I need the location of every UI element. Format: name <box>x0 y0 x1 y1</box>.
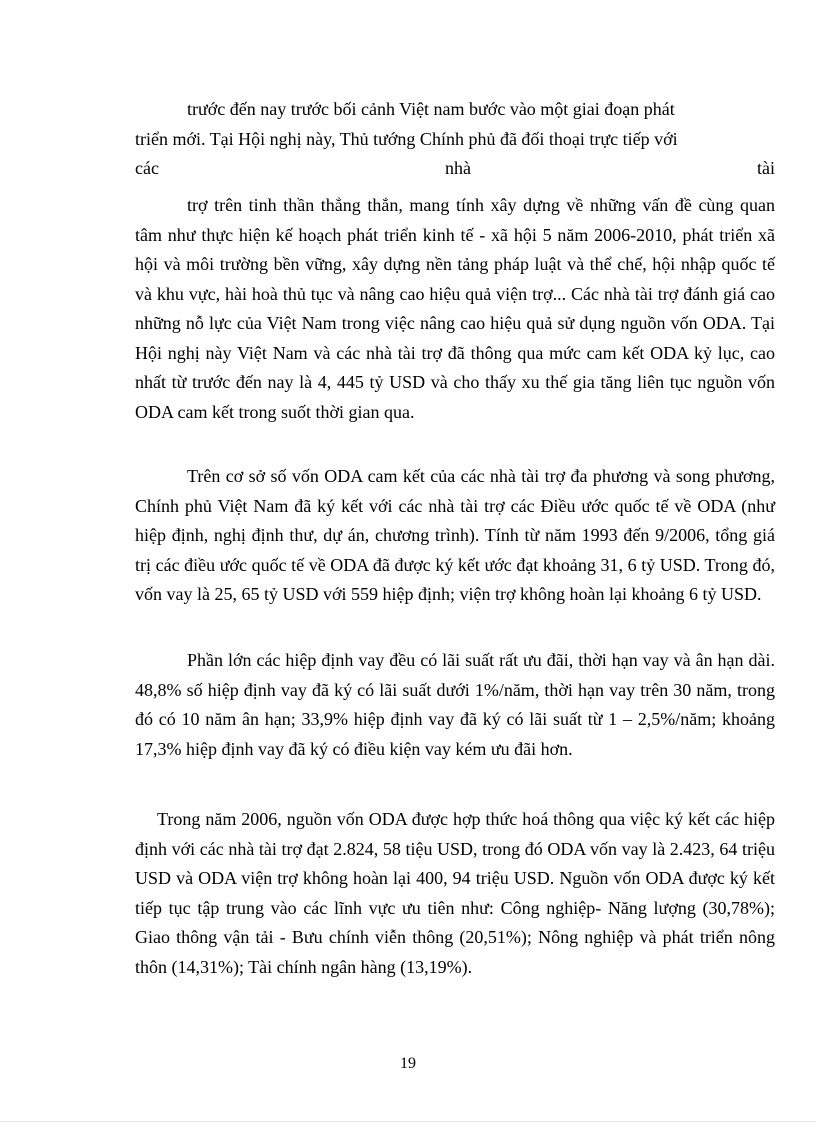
page-number: 19 <box>400 1055 416 1072</box>
paragraph-1-line-3 <box>135 154 775 184</box>
page-bottom-rule <box>0 1121 816 1122</box>
paragraph-1-line-2: triển mới. Tại Hội nghị này, Thủ tướng Chính phủ đã đối thoại trực tiếp với <box>135 128 678 149</box>
paragraph-3: Trên cơ sở số vốn ODA cam kết của các nhà tài trợ đa phương và song phương, Chính phủ Việt Nam đã ký kết với các nhà tài trợ các Điều ước quốc tế về ODA (như hiệp định, nghị định thư, dự án, chương trình). Tính từ năm 1993 đến 9/2006, tổng giá trị các điều ước quốc tế về ODA đã được ký kết ước đạt khoảng 31, 6 tỷ USD. Trong đó, vốn vay là 25, 65 tỷ USD với 559 hiệp định; viện trợ không hoàn lại khoảng 6 tỷ USD. <box>135 466 775 604</box>
paragraph-1-line-3-word-2: nhà <box>444 158 471 178</box>
paragraph-1-line-1: trước đến nay trước bối cảnh Việt nam bước vào một giai đoạn phát <box>187 99 675 119</box>
paragraph-4: Phần lớn các hiệp định vay đều có lãi suất rất ưu đãi, thời hạn vay và ân hạn dài. 48,8% số hiệp định vay đã ký có lãi suất dưới 1%/năm, thời hạn vay trên 30 năm, trong đó có 10 năm ân hạn; 33,9% hiệp định vay đã ký có lãi suất từ 1 – 2,5%/năm; khoảng 17,3% hiệp định vay đã ký có điều kiện vay kém ưu đãi hơn. <box>135 650 775 759</box>
paragraph-5: Trong năm 2006, nguồn vốn ODA được hợp thức hoá thông qua việc ký kết các hiệp định với các nhà tài trợ đạt 2.824, 58 tiệu USD, trong đó ODA vốn vay là 2.423, 64 triệu USD và ODA viện trợ không hoàn lại 400, 94 triệu USD. Nguồn vốn ODA được ký kết tiếp tục tập trung vào các lĩnh vực ưu tiên như: Công nghiệp- Năng lượng (30,78%); Giao thông vận tải - Bưu chính viễn thông (20,51%); Nông nghiệp và phát triển nông thôn (14,31%); Tài chính ngân hàng (13,19%). <box>135 809 775 977</box>
paragraph-1-line-3-word-3: tài <box>757 158 775 178</box>
paragraph-1-line-3-word-1: các <box>135 158 159 178</box>
paragraph-2: trợ trên tinh thần thẳng thắn, mang tính xây dựng về những vấn đề cùng quan tâm như thực hiện kế hoạch phát triển kinh tế - xã hội 5 năm 2006-2010, phát triển xã hội và môi trường bền vững, xây dựng nền tảng pháp luật và thể chế, hội nhập quốc tế và khu vực, hài hoà thủ tục và nâng cao hiệu quả viện trợ... Các nhà tài trợ đánh giá cao những nỗ lực của Việt Nam trong việc nâng cao hiệu quả sử dụng nguồn vốn ODA. Tại Hội nghị này Việt Nam và các nhà tài trợ đã thông qua mức cam kết ODA kỷ lục, cao nhất từ trước đến nay là 4, 445 tỷ USD và cho thấy xu thế gia tăng liên tục nguồn vốn ODA cam kết trong suốt thời gian qua. <box>135 195 775 422</box>
